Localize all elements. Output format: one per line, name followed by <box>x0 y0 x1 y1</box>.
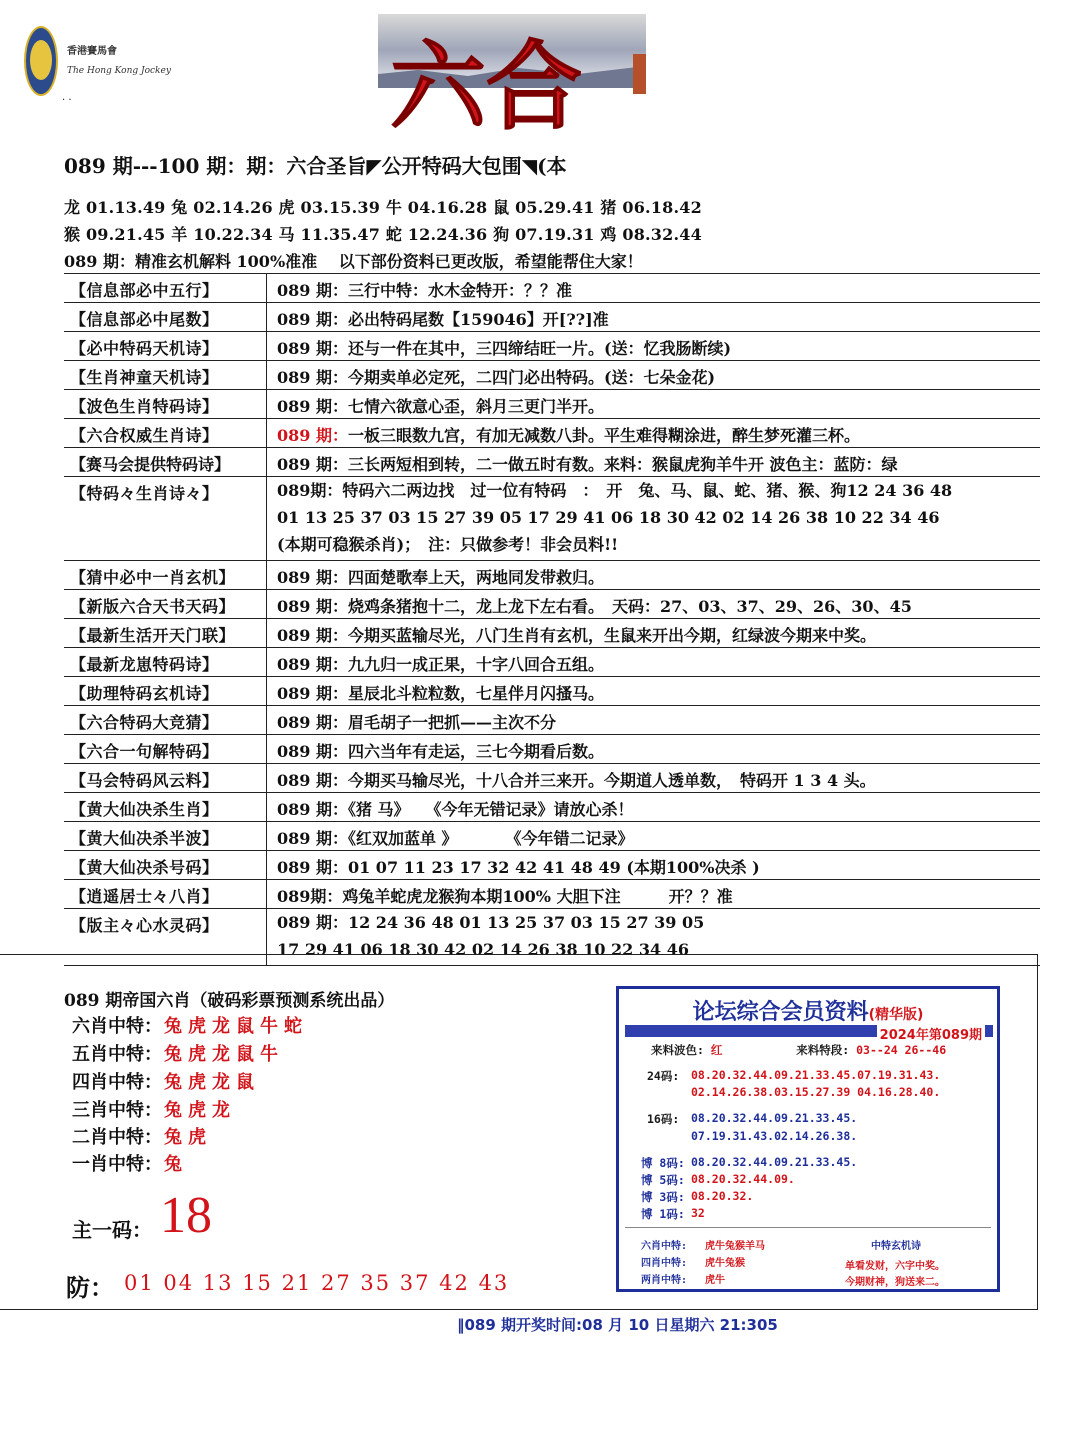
table-row <box>64 560 1040 589</box>
table-row <box>64 476 1040 560</box>
code24-line-2: 02.14.26.38.03.15.27.39 04.16.28.40. <box>691 1085 941 1099</box>
row-label: 【特码々生肖诗々】 <box>64 477 267 560</box>
row-value-line: 089 期：12 24 36 48 01 13 25 37 03 15 27 39 05 <box>277 913 705 932</box>
table-row <box>64 821 1040 850</box>
row-label: 【六合权威生肖诗】 <box>64 419 267 447</box>
table-row <box>64 763 1040 792</box>
row-value-line: 01 13 25 37 03 15 27 39 05 17 29 41 06 18 30 42 02 14 26 38 10 22 34 46 <box>277 508 940 527</box>
bo1-label: 博 1码: <box>641 1207 685 1221</box>
logo-emblem-icon <box>30 40 52 80</box>
page-title: 089 期---100 期：期：六合圣旨◤公开特码大包围◥(本 <box>64 154 567 178</box>
six-xiao-label: 一肖中特： <box>72 1154 162 1175</box>
row-label: 【最新生活开天门联】 <box>64 619 267 647</box>
row-value: 089 期：《红双加蓝单 》 《今年错二记录》 <box>277 829 634 848</box>
row-value-line: 089期：特码六二两边找 过一位有特码 ： 开 兔、马、鼠、蛇、猪、猴、狗12 24 36 48 <box>277 481 953 500</box>
row-value: 089 期：九九归一成正果，十字八回合五组。 <box>277 655 604 674</box>
row-value: 089期：鸡兔羊蛇虎龙猴狗本期100% 大胆下注 开？？准 <box>277 887 733 906</box>
row-label: 【生肖神童天机诗】 <box>64 361 267 389</box>
code24-label: 24码: <box>647 1069 680 1083</box>
row-value: 089 期：四面楚歌奉上天，两地同发带救归。 <box>277 568 604 587</box>
card-title-text: 论坛综合会员资料 <box>692 1000 869 1025</box>
six-xiao-values: 兔虎龙鼠牛蛇 <box>164 1016 308 1037</box>
row-label: 【版主々心水灵码】 <box>64 909 267 965</box>
six-xiao-row <box>72 1096 236 1122</box>
row-label: 【必中特码天机诗】 <box>64 332 267 360</box>
row-value: 089 期：今期买马输尽光，十八合并三来开。今期道人透单数， 特码开 1 3 4 头。 <box>277 771 876 790</box>
main-code-number: 18 <box>160 1187 212 1244</box>
bo5-values: 08.20.32.44.09. <box>691 1172 795 1186</box>
x4-label: 四肖中特: <box>641 1258 688 1269</box>
row-value: 089 期：眉毛胡子一把抓——主次不分 <box>277 713 556 732</box>
poem-line-2: 今期财神，狗送来二。 <box>845 1277 945 1288</box>
logo-english-text: The Hong Kong Jockey <box>67 66 171 76</box>
row-value-line: (本期可稳猴杀肖)； 注：只做参考！非会员料!! <box>277 535 619 554</box>
table-row <box>64 331 1040 360</box>
draw-time-footer: ‖089 期开奖时间:08 月 10 日星期六 21:305 <box>457 1316 778 1334</box>
six-xiao-title: 089 期帝国六肖（破码彩票预测系统出品） <box>64 991 395 1011</box>
bo1-values: 32 <box>691 1206 705 1220</box>
row-label: 【黄大仙决杀生肖】 <box>64 793 267 821</box>
defense-numbers: 01 04 13 15 21 27 35 37 42 43 <box>124 1271 510 1295</box>
x6-values: 虎牛兔猴羊马 <box>705 1241 765 1252</box>
poem-title: 中特玄机诗 <box>871 1241 921 1252</box>
row-label: 【猜中必中一肖玄机】 <box>64 561 267 589</box>
segment-value: 03--24 26--46 <box>856 1043 947 1057</box>
six-xiao-values: 兔 <box>164 1154 188 1175</box>
row-value: 089 期：《猪 马》 《今年无错记录》请放心杀！ <box>277 800 634 819</box>
logo-chinese-text: 香港賽馬會 <box>67 46 117 57</box>
row-value: 089 期：今期买蓝输尽光，八门生肖有玄机，生鼠来开出今期，红绿波今期来中奖。 <box>277 626 876 645</box>
code24-line-1: 08.20.32.44.09.21.33.45.07.19.31.43. <box>691 1068 941 1082</box>
row-label: 【黄大仙决杀半波】 <box>64 822 267 850</box>
bo5-label: 博 5码: <box>641 1173 685 1187</box>
table-row <box>64 273 1040 302</box>
code16-line-2: 07.19.31.43.02.14.26.38. <box>691 1129 858 1143</box>
row-value: 089 期：01 07 11 23 17 32 42 41 48 49 (本期100%决杀 ) <box>277 858 760 877</box>
card-title-sub: (精华版) <box>868 1007 924 1023</box>
zodiac-line-2: 猴 09.21.45 羊 10.22.34 马 11.35.47 蛇 12.24.36 狗 07.19.31 鸡 08.32.44 <box>64 225 702 244</box>
member-data-card <box>616 986 1000 1292</box>
six-xiao-row <box>72 1012 308 1038</box>
six-xiao-row <box>72 1068 260 1094</box>
row-value: 089 期：今期卖单必定死，二四门必出特码。(送：七朵金花) <box>277 368 716 387</box>
row-value: 089 期：三行中特：水木金特开：？？准 <box>277 281 572 300</box>
row-label: 【赛马会提供特码诗】 <box>64 448 267 476</box>
row-label: 【波色生肖特码诗】 <box>64 390 267 418</box>
table-row <box>64 647 1040 676</box>
row-label: 【马会特码风云料】 <box>64 764 267 792</box>
six-xiao-label: 四肖中特： <box>72 1072 162 1093</box>
x2-label: 两肖中特: <box>641 1275 688 1286</box>
table-row <box>64 618 1040 647</box>
x4-values: 虎牛兔猴 <box>705 1258 745 1269</box>
six-xiao-label: 三肖中特： <box>72 1100 162 1121</box>
row-label: 【逍遥居士々八肖】 <box>64 880 267 908</box>
card-color-line <box>651 1042 946 1058</box>
table-row <box>64 447 1040 476</box>
table-row <box>64 360 1040 389</box>
row-value: 089 期：三长两短相到转，二一做五时有数。来料：猴鼠虎狗羊牛开 波色主：蓝防：绿 <box>277 455 898 474</box>
table-row <box>64 589 1040 618</box>
prediction-table <box>64 273 1040 966</box>
x6-label: 六肖中特: <box>641 1241 688 1252</box>
logo-dots: . . <box>62 92 72 103</box>
table-row <box>64 302 1040 331</box>
poem-line-1: 单看发财，六字中奖。 <box>845 1261 945 1272</box>
row-value-text: 一板三眼数九宫，有加无减数八卦。平生难得糊涂进，醉生梦死灌三杯。 <box>347 426 860 445</box>
card-divider <box>625 1227 991 1228</box>
row-value: 089 期：七情六欲意心歪，斜月三更门半开。 <box>277 397 604 416</box>
six-xiao-row <box>72 1040 284 1066</box>
table-row <box>64 676 1040 705</box>
row-label: 【信息部必中五行】 <box>64 274 267 302</box>
main-code-label: 主一码： <box>72 1218 152 1242</box>
row-value-line: 17 29 41 06 18 30 42 02 14 26 38 10 22 34 46 <box>277 940 689 959</box>
table-row <box>64 879 1040 908</box>
zodiac-line-1: 龙 01.13.49 兔 02.14.26 虎 03.15.39 牛 04.16.28 鼠 05.29.41 猪 06.18.42 <box>64 198 702 217</box>
row-label: 【六合一句解特码】 <box>64 735 267 763</box>
banner-title-text: 六合 <box>390 30 582 132</box>
bo3-label: 博 3码: <box>641 1190 685 1204</box>
color-value: 红 <box>710 1043 723 1057</box>
mark-six-banner <box>378 14 646 132</box>
row-label: 【助理特码玄机诗】 <box>64 677 267 705</box>
six-xiao-label: 五肖中特： <box>72 1044 162 1065</box>
row-value: 089 期：烧鸡条猪抱十二，龙上龙下左右看。 天码：27、03、37、29、26、30、45 <box>277 597 912 616</box>
six-xiao-values: 兔虎龙 <box>164 1100 236 1121</box>
row-label: 【新版六合天书天码】 <box>64 590 267 618</box>
x2-values: 虎牛 <box>705 1275 725 1286</box>
row-value <box>267 419 1040 447</box>
table-row <box>64 389 1040 418</box>
code16-line-1: 08.20.32.44.09.21.33.45. <box>691 1111 858 1125</box>
six-xiao-label: 六肖中特： <box>72 1016 162 1037</box>
bo8-label: 博 8码: <box>641 1156 685 1170</box>
six-xiao-row <box>72 1150 188 1176</box>
row-value: 089 期：星辰北斗粒粒数，七星伴月闪搔马。 <box>277 684 604 703</box>
card-period: 2024年第089期 <box>877 1024 985 1043</box>
code16-label: 16码: <box>647 1112 680 1126</box>
bo8-values: 08.20.32.44.09.21.33.45. <box>691 1155 858 1169</box>
row-label: 【信息部必中尾数】 <box>64 303 267 331</box>
row-value: 089 期：必出特码尾数【159046】开[??]准 <box>277 310 609 329</box>
table-row <box>64 850 1040 879</box>
six-xiao-row <box>72 1123 212 1149</box>
row-value: 089 期：还与一件在其中，三四缔结旺一片。(送：忆我肠断续) <box>277 339 732 358</box>
color-label: 来料波色: <box>651 1043 704 1057</box>
table-row <box>64 734 1040 763</box>
segment-label: 来料特段: <box>796 1043 850 1057</box>
row-label: 【黄大仙决杀号码】 <box>64 851 267 879</box>
table-row <box>64 705 1040 734</box>
six-xiao-values: 兔虎龙鼠牛 <box>164 1044 284 1065</box>
period-prefix: 089 期： <box>277 426 348 445</box>
defense-label: 防： <box>66 1273 114 1302</box>
intro-note: 089 期：精准玄机解料 100%准准 以下部份资料已更改版，希望能帮住大家！ <box>64 252 643 271</box>
six-xiao-label: 二肖中特： <box>72 1127 162 1148</box>
row-label: 【最新龙崽特码诗】 <box>64 648 267 676</box>
six-xiao-values: 兔虎 <box>164 1127 212 1148</box>
table-row <box>64 792 1040 821</box>
card-title <box>619 995 997 1026</box>
row-value <box>267 477 1040 560</box>
bo3-values: 08.20.32. <box>691 1189 754 1203</box>
table-row <box>64 418 1040 447</box>
six-xiao-values: 兔虎龙鼠 <box>164 1072 260 1093</box>
row-label: 【六合特码大竞猜】 <box>64 706 267 734</box>
row-value: 089 期：四六当年有走运，三七今期看后数。 <box>277 742 604 761</box>
